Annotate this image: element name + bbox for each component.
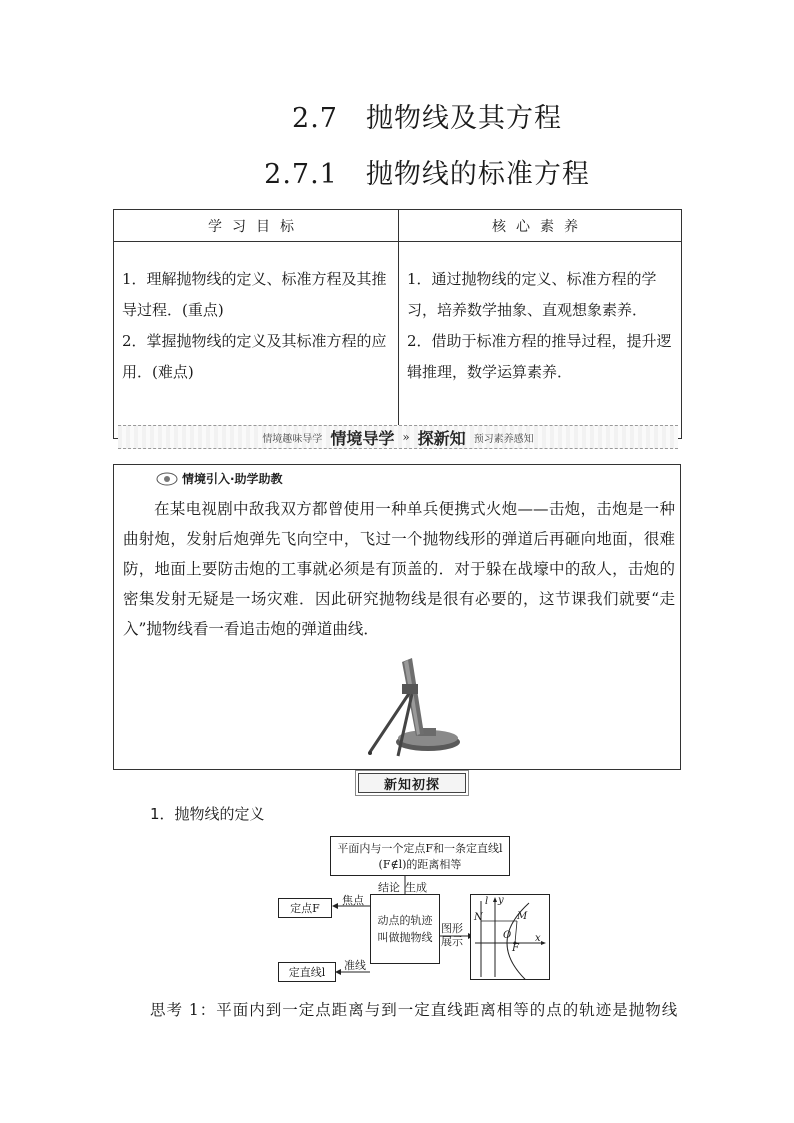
goals-header-right: 核心素养 (399, 210, 682, 242)
goals-right-cell (399, 242, 682, 439)
banner-main-1: 情境导学 (330, 428, 395, 448)
lightbulb-icon (156, 472, 178, 486)
goals-header-left: 学习目标 (114, 210, 399, 242)
intro-label: 情境引入·助学助教 (156, 470, 283, 487)
graph-label-x: x (535, 933, 541, 944)
page-subtitle: 2.7.1 抛物线的标准方程 (264, 159, 590, 190)
label-figure: 图形展示 (441, 922, 463, 948)
mortar-image (362, 652, 462, 764)
goals-left-cell (114, 242, 399, 439)
literacy-item: 2．借助于标准方程的推导过程，提升逻辑推理，数学运算素养． (407, 332, 672, 381)
definition-box: 平面内与一个定点F和一条定直线l (F∉l)的距离相等 (330, 836, 510, 876)
literacy-item: 1．通过抛物线的定义、标准方程的学习，培养数学抽象、直观想象素养． (407, 270, 657, 319)
banner-left-text: 情境趣味导学 (262, 433, 323, 445)
label-conclusion: 结论 (378, 881, 400, 894)
label-generate: 生成 (405, 881, 427, 894)
banner-main-2: 探新知 (417, 428, 466, 448)
banner-right-text: 预习素养感知 (473, 433, 534, 445)
focus-box: 定点F (278, 898, 332, 918)
intro-paragraph: 在某电视剧中敌我双方都曾使用一种单兵便携式火炮——击炮，击炮是一种曲射炮，发射后炮弹先飞向空中，飞过一个抛物线形的弹道后再砸向地面，很难防，地面上要防击炮的工事就必须是有顶盖的．对于躲在战壕中的敌人，击炮的密集发射无疑是一场灾难．因此研究抛物线是很有必要的，这节课我们就要“走入”抛物线看一看追击炮的弹道曲线． (123, 500, 675, 638)
goals-table (113, 209, 682, 439)
graph-label-N: N (474, 912, 483, 923)
label-focus: 焦点 (342, 894, 364, 907)
section-banner (118, 425, 678, 449)
double-chevron-icon: » (402, 430, 410, 444)
goal-item: 2．掌握抛物线的定义及其标准方程的应用．(难点) (122, 332, 387, 381)
think-question: 思考 1：平面内到一定点距离与到一定直线距离相等的点的轨迹是抛物线 (150, 1001, 679, 1019)
goal-item: 1．理解抛物线的定义、标准方程及其推导过程．(重点) (122, 270, 387, 319)
new-knowledge-tab: 新知初探 (358, 773, 466, 793)
graph-label-l: l (485, 896, 489, 907)
directrix-box: 定直线l (278, 962, 336, 982)
page-title: 2.7 抛物线及其方程 (292, 103, 562, 134)
graph-label-O: O (503, 930, 512, 941)
graph-label-y: y (498, 895, 504, 906)
graph-label-F: F (512, 943, 519, 954)
label-directrix: 准线 (344, 959, 366, 972)
locus-box: 动点的轨迹叫做抛物线 (370, 894, 440, 964)
graph-label-M: M (517, 911, 528, 922)
section-heading: 1．抛物线的定义 (150, 805, 265, 823)
